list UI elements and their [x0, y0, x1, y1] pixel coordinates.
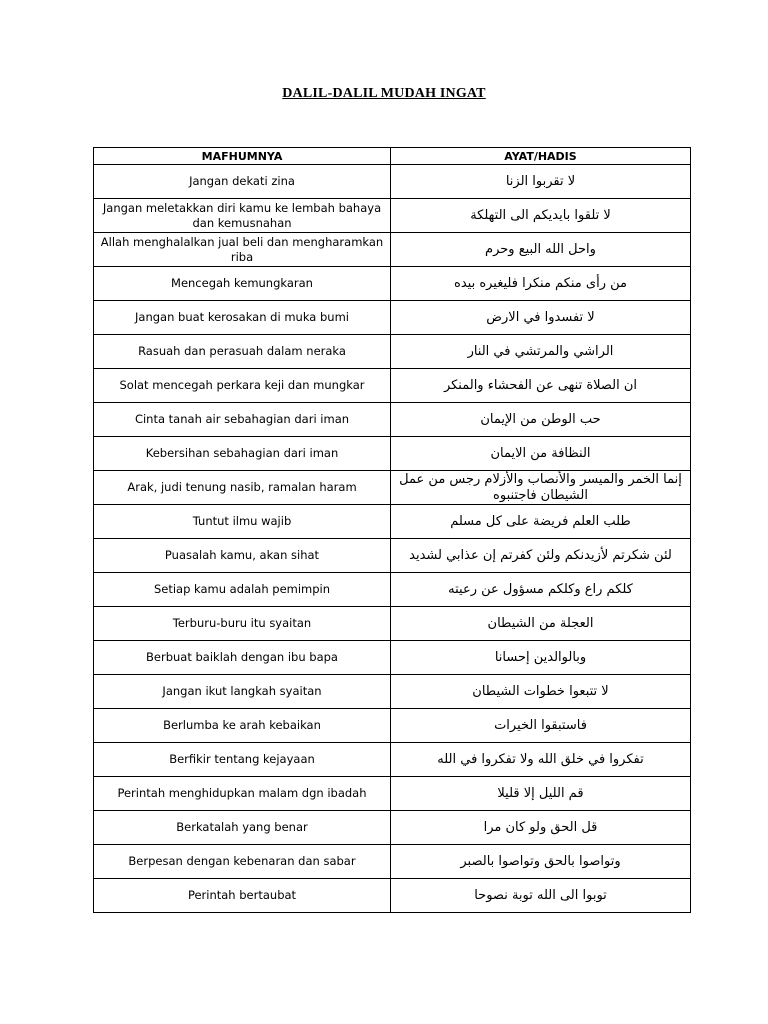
ayat-cell: فاستبقوا الخيرات [391, 709, 691, 743]
table-row [94, 743, 691, 777]
dalil-table [93, 147, 691, 913]
table-body [94, 165, 691, 913]
mafhum-cell: Allah menghalalkan jual beli dan mengharamkan riba [94, 233, 391, 267]
mafhum-cell: Setiap kamu adalah pemimpin [94, 573, 391, 607]
ayat-cell: النظافة من الايمان [391, 437, 691, 471]
mafhum-cell: Berbuat baiklah dengan ibu bapa [94, 641, 391, 675]
ayat-cell: واحل الله البيع وحرم [391, 233, 691, 267]
column-header-ayat-hadis: AYAT/HADIS [391, 148, 691, 165]
table-row [94, 403, 691, 437]
ayat-cell: حب الوطن من الإيمان [391, 403, 691, 437]
mafhum-cell: Berfikir tentang kejayaan [94, 743, 391, 777]
mafhum-cell: Puasalah kamu, akan sihat [94, 539, 391, 573]
table-row [94, 641, 691, 675]
table-row [94, 335, 691, 369]
mafhum-cell: Arak, judi tenung nasib, ramalan haram [94, 471, 391, 505]
mafhum-cell: Berlumba ke arah kebaikan [94, 709, 391, 743]
table-row [94, 199, 691, 233]
table-row [94, 165, 691, 199]
mafhum-cell: Jangan meletakkan diri kamu ke lembah bahaya dan kemusnahan [94, 199, 391, 233]
mafhum-cell: Jangan ikut langkah syaitan [94, 675, 391, 709]
table-row [94, 845, 691, 879]
mafhum-cell: Jangan dekati zina [94, 165, 391, 199]
mafhum-cell: Tuntut ilmu wajib [94, 505, 391, 539]
ayat-cell: العجلة من الشيطان [391, 607, 691, 641]
mafhum-cell: Berpesan dengan kebenaran dan sabar [94, 845, 391, 879]
mafhum-cell: Terburu-buru itu syaitan [94, 607, 391, 641]
ayat-cell: ان الصلاة تنهى عن الفحشاء والمنكر [391, 369, 691, 403]
table-row [94, 267, 691, 301]
table-row [94, 573, 691, 607]
ayat-cell: قم الليل إلا قليلا [391, 777, 691, 811]
table-row [94, 675, 691, 709]
ayat-cell: الراشي والمرتشي في النار [391, 335, 691, 369]
mafhum-cell: Solat mencegah perkara keji dan mungkar [94, 369, 391, 403]
ayat-cell: قل الحق ولو كان مرا [391, 811, 691, 845]
ayat-cell: لا تفسدوا في الارض [391, 301, 691, 335]
ayat-cell: لئن شكرتم لأزيدنكم ولئن كفرتم إن عذابي لشديد [391, 539, 691, 573]
ayat-cell: تفكروا في خلق الله ولا تفكروا في الله [391, 743, 691, 777]
table-header-row [94, 148, 691, 165]
ayat-cell: طلب العلم فريضة على كل مسلم [391, 505, 691, 539]
table-row [94, 607, 691, 641]
page-title: DALIL-DALIL MUDAH INGAT [282, 86, 486, 101]
table-row [94, 539, 691, 573]
column-header-mafhumnya: MAFHUMNYA [94, 148, 391, 165]
ayat-cell: وبالوالدين إحسانا [391, 641, 691, 675]
ayat-cell: لا تقربوا الزنا [391, 165, 691, 199]
ayat-cell: لا تلقوا بايديكم الى التهلكة [391, 199, 691, 233]
ayat-cell: لا تتبعوا خطوات الشيطان [391, 675, 691, 709]
mafhum-cell: Berkatalah yang benar [94, 811, 391, 845]
table-row [94, 437, 691, 471]
ayat-cell: توبوا الى الله توبة نصوحا [391, 879, 691, 913]
mafhum-cell: Rasuah dan perasuah dalam neraka [94, 335, 391, 369]
ayat-cell: كلكم راع وكلكم مسؤول عن رعيته [391, 573, 691, 607]
mafhum-cell: Perintah bertaubat [94, 879, 391, 913]
mafhum-cell: Cinta tanah air sebahagian dari iman [94, 403, 391, 437]
mafhum-cell: Jangan buat kerosakan di muka bumi [94, 301, 391, 335]
table-row [94, 233, 691, 267]
table-row [94, 505, 691, 539]
table-row [94, 777, 691, 811]
table-row [94, 369, 691, 403]
table-row [94, 301, 691, 335]
mafhum-cell: Perintah menghidupkan malam dgn ibadah [94, 777, 391, 811]
ayat-cell: إنما الخمر والميسر والأنصاب والأزلام رجس من عمل الشيطان فاجتنبوه [391, 471, 691, 505]
table-row [94, 471, 691, 505]
table-row [94, 709, 691, 743]
table-row [94, 879, 691, 913]
ayat-cell: وتواصوا بالحق وتواصوا بالصبر [391, 845, 691, 879]
mafhum-cell: Kebersihan sebahagian dari iman [94, 437, 391, 471]
ayat-cell: من رأى منكم منكرا فليغيره بيده [391, 267, 691, 301]
mafhum-cell: Mencegah kemungkaran [94, 267, 391, 301]
table-row [94, 811, 691, 845]
